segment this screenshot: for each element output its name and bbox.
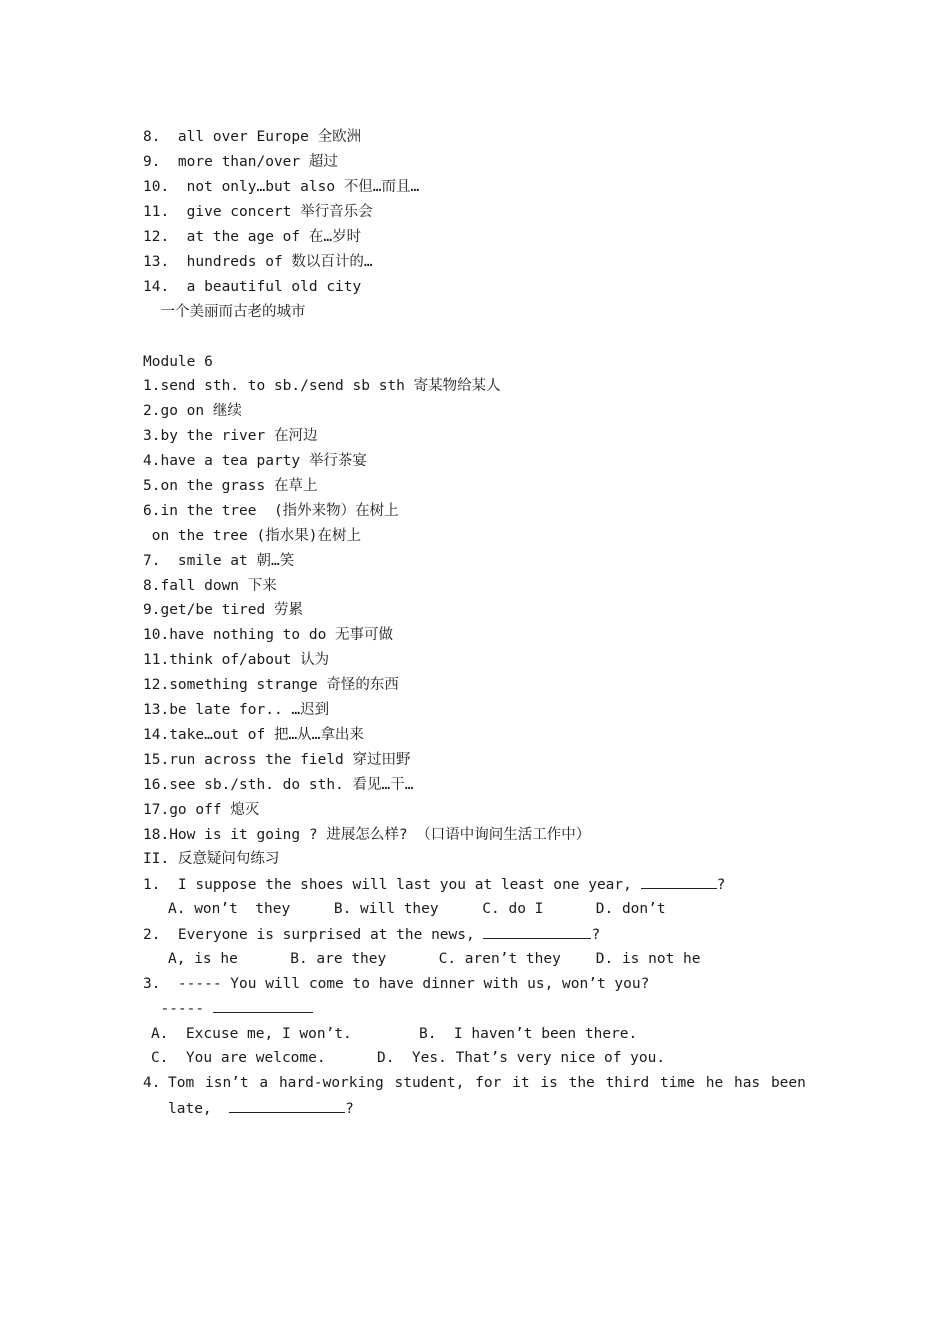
question-stem: late, bbox=[168, 1101, 230, 1117]
word: it bbox=[512, 1075, 530, 1091]
phrase-line: 13. hundreds of 数以百计的… bbox=[143, 254, 373, 270]
phrase-line: 9.get/be tired 劳累 bbox=[143, 602, 303, 618]
section-heading: II. 反意疑问句练习 bbox=[143, 851, 280, 867]
phrase-line: 3.by the river 在河边 bbox=[143, 428, 318, 444]
phrase-line: 10. not only…but also 不但…而且… bbox=[143, 179, 420, 195]
module-heading: Module 6 bbox=[143, 354, 213, 370]
word: hard-working bbox=[278, 1075, 384, 1091]
phrase-line: on the tree (指水果)在树上 bbox=[143, 528, 361, 544]
answer-blank bbox=[641, 874, 717, 889]
word: third bbox=[605, 1075, 650, 1091]
word: a bbox=[259, 1075, 269, 1091]
phrase-line: 12.something strange 奇怪的东西 bbox=[143, 677, 399, 693]
phrase-line: 2.go on 继续 bbox=[143, 403, 242, 419]
phrase-line: 4.have a tea party 举行茶宴 bbox=[143, 453, 367, 469]
question-4-stem bbox=[168, 1073, 806, 1093]
phrase-line: 9. more than/over 超过 bbox=[143, 154, 338, 170]
phrase-line: 7. smile at 朝…笑 bbox=[143, 553, 295, 569]
question-stem: 2. Everyone is surprised at the news, bbox=[143, 927, 484, 943]
option-d: D. Yes. That’s very nice of you. bbox=[377, 1050, 666, 1066]
option-a: A. Excuse me, I won’t. bbox=[151, 1026, 352, 1042]
option-b: B. I haven’t been there. bbox=[419, 1026, 638, 1042]
phrase-line: 6.in the tree (指外来物）在树上 bbox=[143, 503, 399, 519]
question-3: 3. ----- You will come to have dinner with us, won’t you? bbox=[143, 976, 650, 992]
reply-dashes: ----- bbox=[143, 1001, 213, 1017]
question-2 bbox=[143, 924, 600, 945]
phrase-line: 11. give concert 举行音乐会 bbox=[143, 204, 373, 220]
question-mark: ? bbox=[591, 927, 601, 943]
phrase-line: 16.see sb./sth. do sth. 看见…干… bbox=[143, 777, 414, 793]
phrase-line: 一个美丽而古老的城市 bbox=[143, 304, 306, 320]
phrase-line: 14. a beautiful old city bbox=[143, 279, 362, 295]
answer-blank bbox=[229, 1098, 345, 1113]
word: the bbox=[568, 1075, 595, 1091]
word: been bbox=[770, 1075, 806, 1091]
word: is bbox=[540, 1075, 558, 1091]
question-1-options: A. won’t they B. will they C. do I D. don’t bbox=[168, 901, 666, 917]
phrase-line: 8. all over Europe 全欧洲 bbox=[143, 129, 362, 145]
word: time bbox=[660, 1075, 695, 1091]
phrase-line: 5.on the grass 在草上 bbox=[143, 478, 318, 494]
word: student, bbox=[394, 1075, 465, 1091]
phrase-line: 13.be late for.. …迟到 bbox=[143, 702, 330, 718]
question-1 bbox=[143, 874, 725, 895]
word: for bbox=[475, 1075, 502, 1091]
phrase-line: 15.run across the field 穿过田野 bbox=[143, 752, 411, 768]
question-mark: ? bbox=[716, 877, 726, 893]
word: has bbox=[733, 1075, 761, 1091]
phrase-line: 10.have nothing to do 无事可做 bbox=[143, 627, 394, 643]
phrase-line: 18.How is it going ? 进展怎么样? （口语中询问生活工作中） bbox=[143, 827, 591, 843]
question-3-reply bbox=[143, 998, 313, 1019]
word: he bbox=[705, 1075, 724, 1091]
option-c: C. You are welcome. bbox=[151, 1050, 326, 1066]
answer-blank bbox=[213, 998, 313, 1013]
word: isn’t bbox=[204, 1075, 249, 1091]
question-mark: ? bbox=[345, 1101, 354, 1117]
question-2-options: A, is he B. are they C. aren’t they D. is not he bbox=[168, 951, 701, 967]
phrase-line: 11.think of/about 认为 bbox=[143, 652, 330, 668]
question-stem: 1. I suppose the shoes will last you at least one year, bbox=[143, 877, 641, 893]
phrase-line: 14.take…out of 把…从…拿出来 bbox=[143, 727, 364, 743]
question-4-continuation bbox=[168, 1098, 354, 1119]
phrase-line: 8.fall down 下来 bbox=[143, 578, 277, 594]
word: Tom bbox=[168, 1075, 195, 1091]
phrase-line: 12. at the age of 在…岁时 bbox=[143, 229, 362, 245]
phrase-line: 1.send sth. to sb./send sb sth 寄某物给某人 bbox=[143, 378, 501, 394]
phrase-line: 17.go off 熄灭 bbox=[143, 802, 260, 818]
question-4-number: 4. bbox=[143, 1075, 161, 1091]
answer-blank bbox=[483, 924, 591, 939]
